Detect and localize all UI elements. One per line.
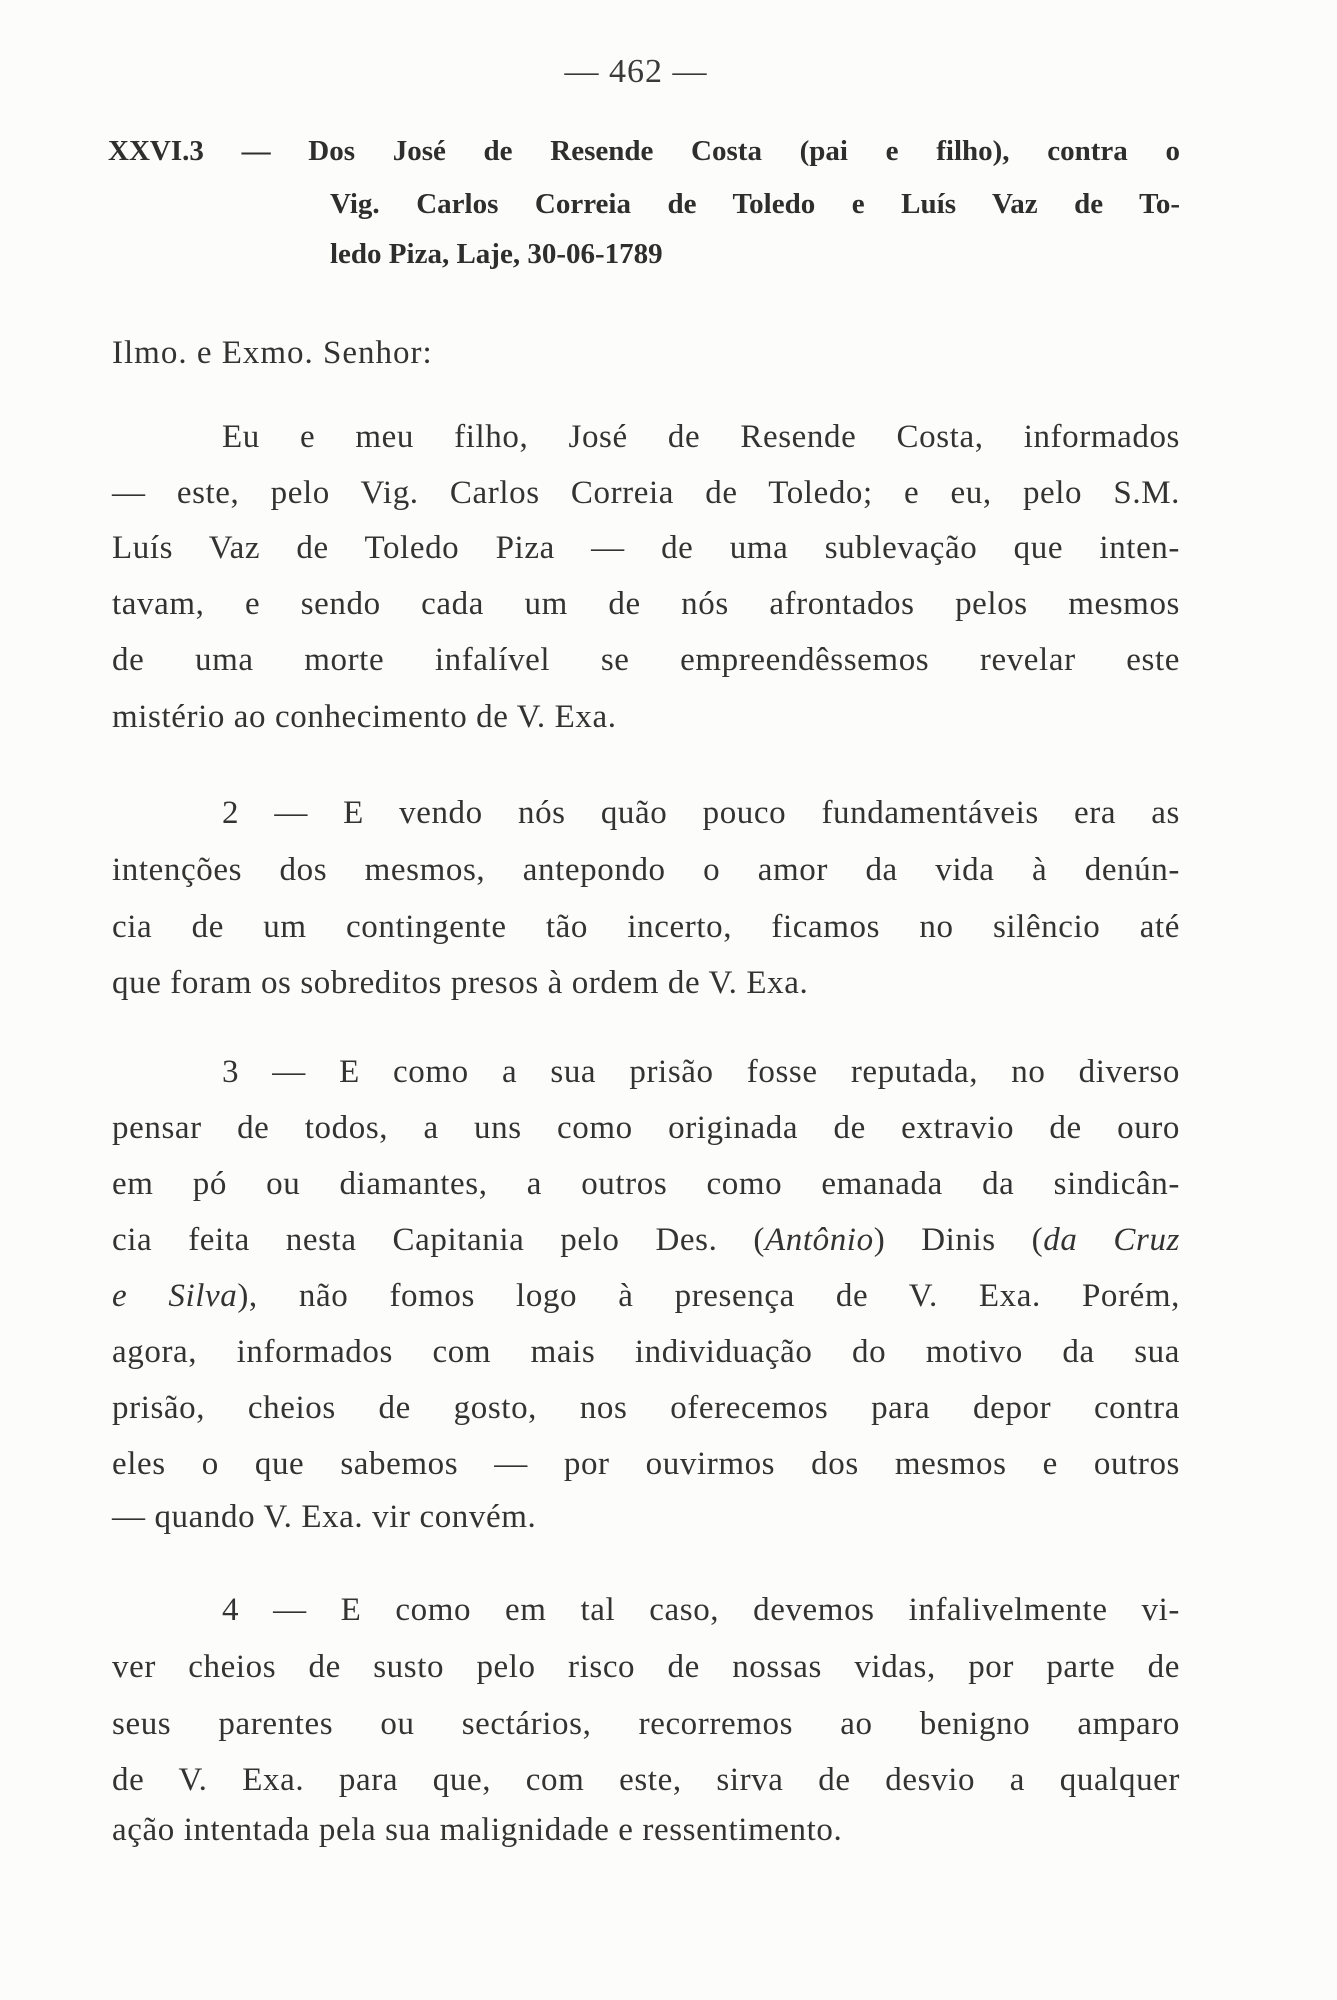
text-line: tavam, e sendo cada um de nós afrontados pelos mesmos (112, 586, 1180, 622)
text-line: — quando V. Exa. vir convém. (112, 1499, 537, 1535)
italic-name: e Silva (112, 1278, 238, 1314)
text-line: de uma morte infalível se empreendêssemos revelar este (112, 642, 1180, 678)
text-line: agora, informados com mais individuação do motivo da sua (112, 1334, 1180, 1370)
italic-name: da Cruz (1043, 1222, 1181, 1258)
text-line: cia de um contingente tão incerto, ficamos no silêncio até (112, 909, 1180, 945)
heading-line: XXVI.3 — Dos José de Resende Costa (pai e filho), contra o (108, 135, 1180, 167)
text-line: mistério ao conhecimento de V. Exa. (112, 699, 617, 735)
text-line: 2 — E vendo nós quão pouco fundamentáveis era as (222, 795, 1180, 831)
salutation: Ilmo. e Exmo. Senhor: (112, 335, 433, 371)
text-line: que foram os sobreditos presos à ordem de V. Exa. (112, 965, 809, 1001)
text-line: em pó ou diamantes, a outros como emanada da sindicân- (112, 1166, 1180, 1202)
text-line: ver cheios de susto pelo risco de nossas vidas, por parte de (112, 1649, 1180, 1685)
heading-line: Vig. Carlos Correia de Toledo e Luís Vaz de To- (330, 188, 1180, 220)
text-line: seus parentes ou sectários, recorremos ao benigno amparo (112, 1706, 1180, 1742)
text-span: ) Dinis ( (873, 1222, 1044, 1258)
text-line: pensar de todos, a uns como originada de extravio de ouro (112, 1110, 1180, 1146)
text-line: de V. Exa. para que, com este, sirva de desvio a qualquer (112, 1762, 1180, 1798)
text-line: Eu e meu filho, José de Resende Costa, informados (222, 419, 1180, 455)
heading-line: ledo Piza, Laje, 30-06-1789 (330, 238, 663, 270)
text-line: Luís Vaz de Toledo Piza — de uma sublevação que inten- (112, 530, 1180, 566)
text-line: prisão, cheios de gosto, nos oferecemos para depor contra (112, 1390, 1180, 1426)
text-line: 4 — E como em tal caso, devemos infalivelmente vi- (222, 1592, 1180, 1628)
page-number: — 462 — (564, 53, 708, 90)
text-line: intenções dos mesmos, antepondo o amor da vida à denún- (112, 852, 1180, 888)
text-line-with-italics (112, 1220, 1180, 1260)
text-line-with-italics (112, 1276, 1180, 1316)
italic-name: Antônio (764, 1222, 874, 1258)
text-line: — este, pelo Vig. Carlos Correia de Toledo; e eu, pelo S.M. (112, 475, 1180, 511)
text-line: 3 — E como a sua prisão fosse reputada, no diverso (222, 1054, 1180, 1090)
text-line: ação intentada pela sua malignidade e ressentimento. (112, 1812, 843, 1848)
text-span: ), não fomos logo à presença de V. Exa. Porém, (237, 1278, 1180, 1314)
text-line: eles o que sabemos — por ouvirmos dos mesmos e outros (112, 1446, 1180, 1482)
text-span: cia feita nesta Capitania pelo Des. ( (112, 1222, 765, 1258)
